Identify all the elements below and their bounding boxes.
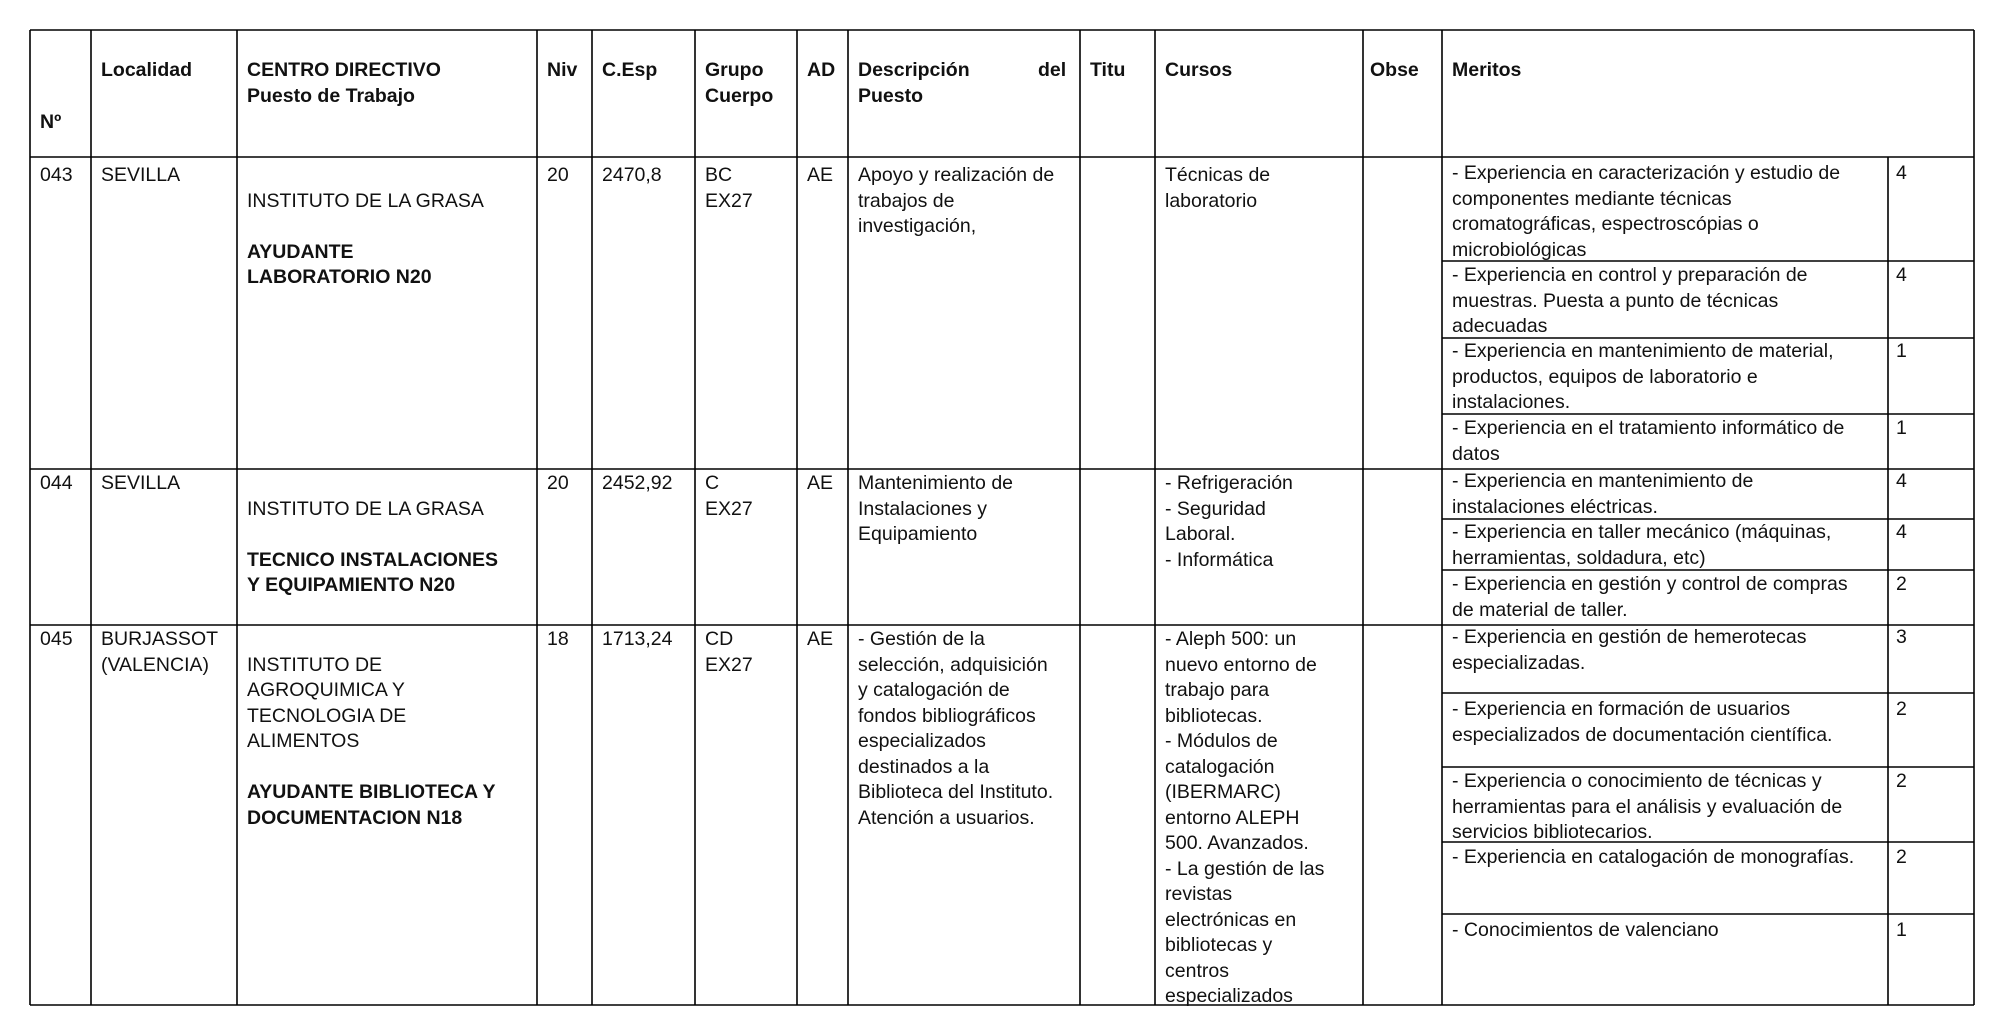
row-045-cesp: 1713,24 bbox=[602, 628, 673, 650]
row-044-ad: AE bbox=[807, 472, 834, 494]
row-044-merito-points: 4 bbox=[1896, 521, 1907, 543]
row-045-grupo-cuerpo: CD EX27 bbox=[705, 628, 753, 676]
row-043-localidad: SEVILLA bbox=[101, 164, 181, 186]
row-045-merito-points: 2 bbox=[1896, 846, 1907, 868]
row-043-merito-text: - Experiencia en mantenimiento de material, productos, equipos de laboratorio e instalaciones. bbox=[1452, 340, 1834, 413]
row-044-merito-points: 4 bbox=[1896, 470, 1907, 492]
header-descripcion-puesto: Puesto bbox=[858, 85, 924, 107]
header-grupo-cuerpo: Grupo Cuerpo bbox=[705, 59, 774, 107]
row-045-merito-text: - Experiencia o conocimiento de técnicas y herramientas para el análisis y evaluación de servicios bibliotecarios. bbox=[1452, 770, 1843, 843]
row-044-localidad: SEVILLA bbox=[101, 472, 181, 494]
header-centro-puesto: CENTRO DIRECTIVO Puesto de Trabajo bbox=[247, 59, 441, 107]
row-044-niv: 20 bbox=[547, 472, 569, 494]
header-localidad: Localidad bbox=[101, 59, 193, 81]
row-044-centro-puesto bbox=[247, 471, 498, 624]
row-045-descripcion: - Gestión de la selección, adquisición y catalogación de fondos bibliográficos especializados destinados a la Biblioteca del Instituto. Atención a usuarios. bbox=[858, 628, 1054, 829]
row-043-num: 043 bbox=[40, 164, 73, 186]
row-043-merito-text: - Experiencia en control y preparación de muestras. Puesta a punto de técnicas adecuadas bbox=[1452, 264, 1808, 337]
row-045-merito-text: - Experiencia en gestión de hemerotecas especializadas. bbox=[1452, 626, 1807, 674]
row-044-centro: INSTITUTO DE LA GRASA bbox=[247, 497, 484, 520]
row-044-merito-points: 2 bbox=[1896, 573, 1907, 595]
row-043-merito-points: 1 bbox=[1896, 417, 1907, 439]
row-043-puesto: AYUDANTE LABORATORIO N20 bbox=[247, 240, 432, 288]
row-043-merito-points: 1 bbox=[1896, 340, 1907, 362]
row-045-centro: INSTITUTO DE AGROQUIMICA Y TECNOLOGIA DE ALIMENTOS bbox=[247, 653, 407, 752]
row-043-merito-text: - Experiencia en el tratamiento informático de datos bbox=[1452, 417, 1845, 465]
header-num: Nº bbox=[40, 111, 62, 133]
row-043-grupo-cuerpo: BC EX27 bbox=[705, 164, 753, 212]
header-ad: AD bbox=[807, 59, 836, 81]
row-045-niv: 18 bbox=[547, 628, 569, 650]
row-045-merito-text: - Experiencia en formación de usuarios especializados de documentación científica. bbox=[1452, 698, 1833, 746]
row-044-cesp: 2452,92 bbox=[602, 472, 673, 494]
row-043-cursos: Técnicas de laboratorio bbox=[1165, 164, 1271, 212]
row-043-niv: 20 bbox=[547, 164, 569, 186]
row-045-merito-points: 3 bbox=[1896, 626, 1907, 648]
row-044-merito-text: - Experiencia en mantenimiento de instalaciones eléctricas. bbox=[1452, 470, 1754, 518]
row-045-ad: AE bbox=[807, 628, 834, 650]
row-045-localidad: BURJASSOT (VALENCIA) bbox=[101, 628, 219, 676]
header-descripcion-del: del bbox=[1038, 59, 1067, 81]
row-045-puesto: AYUDANTE BIBLIOTECA Y DOCUMENTACION N18 bbox=[247, 781, 496, 829]
row-043-merito-points: 4 bbox=[1896, 162, 1907, 184]
row-043-merito-text: - Experiencia en caracterización y estudio de componentes mediante técnicas cromatográficas, espectroscópias o microbiológicas bbox=[1452, 162, 1841, 261]
row-043-cesp: 2470,8 bbox=[602, 164, 662, 186]
row-045-merito-text: - Conocimientos de valenciano bbox=[1452, 919, 1719, 941]
row-043-centro-puesto bbox=[247, 163, 484, 316]
row-044-num: 044 bbox=[40, 472, 73, 494]
row-045-merito-text: - Experiencia en catalogación de monografías. bbox=[1452, 846, 1855, 868]
row-044-merito-text: - Experiencia en gestión y control de compras de material de taller. bbox=[1452, 573, 1848, 621]
row-044-descripcion: Mantenimiento de Instalaciones y Equipamiento bbox=[858, 472, 1014, 545]
header-titu: Titu bbox=[1090, 59, 1126, 81]
header-meritos: Meritos bbox=[1452, 59, 1522, 81]
row-043-ad: AE bbox=[807, 164, 834, 186]
row-043-merito-points: 4 bbox=[1896, 264, 1907, 286]
header-obse: Obse bbox=[1370, 59, 1419, 81]
row-044-merito-text: - Experiencia en taller mecánico (máquinas, herramientas, soldadura, etc) bbox=[1452, 521, 1832, 569]
row-043-descripcion: Apoyo y realización de trabajos de investigación, bbox=[858, 164, 1055, 237]
row-044-cursos: - Refrigeración - Seguridad Laboral. - Informática bbox=[1165, 472, 1293, 571]
row-043-centro: INSTITUTO DE LA GRASA bbox=[247, 189, 484, 212]
header-cesp: C.Esp bbox=[602, 59, 658, 81]
row-045-cursos: - Aleph 500: un nuevo entorno de trabajo para bibliotecas. - Módulos de catalogación (IBERMARC) entorno ALEPH 500. Avanzados. - La gestión de las revistas electrónicas en bibliotecas y centros especializados bbox=[1165, 628, 1325, 1007]
row-045-centro-puesto bbox=[247, 627, 495, 857]
header-niv: Niv bbox=[547, 59, 578, 81]
row-045-merito-points: 2 bbox=[1896, 698, 1907, 720]
row-045-merito-points: 1 bbox=[1896, 919, 1907, 941]
header-cursos: Cursos bbox=[1165, 59, 1233, 81]
row-044-grupo-cuerpo: C EX27 bbox=[705, 472, 753, 520]
row-045-num: 045 bbox=[40, 628, 73, 650]
row-044-puesto: TECNICO INSTALACIONES Y EQUIPAMIENTO N20 bbox=[247, 548, 498, 596]
row-045-merito-points: 2 bbox=[1896, 770, 1907, 792]
header-descripcion: Descripción bbox=[858, 59, 970, 81]
